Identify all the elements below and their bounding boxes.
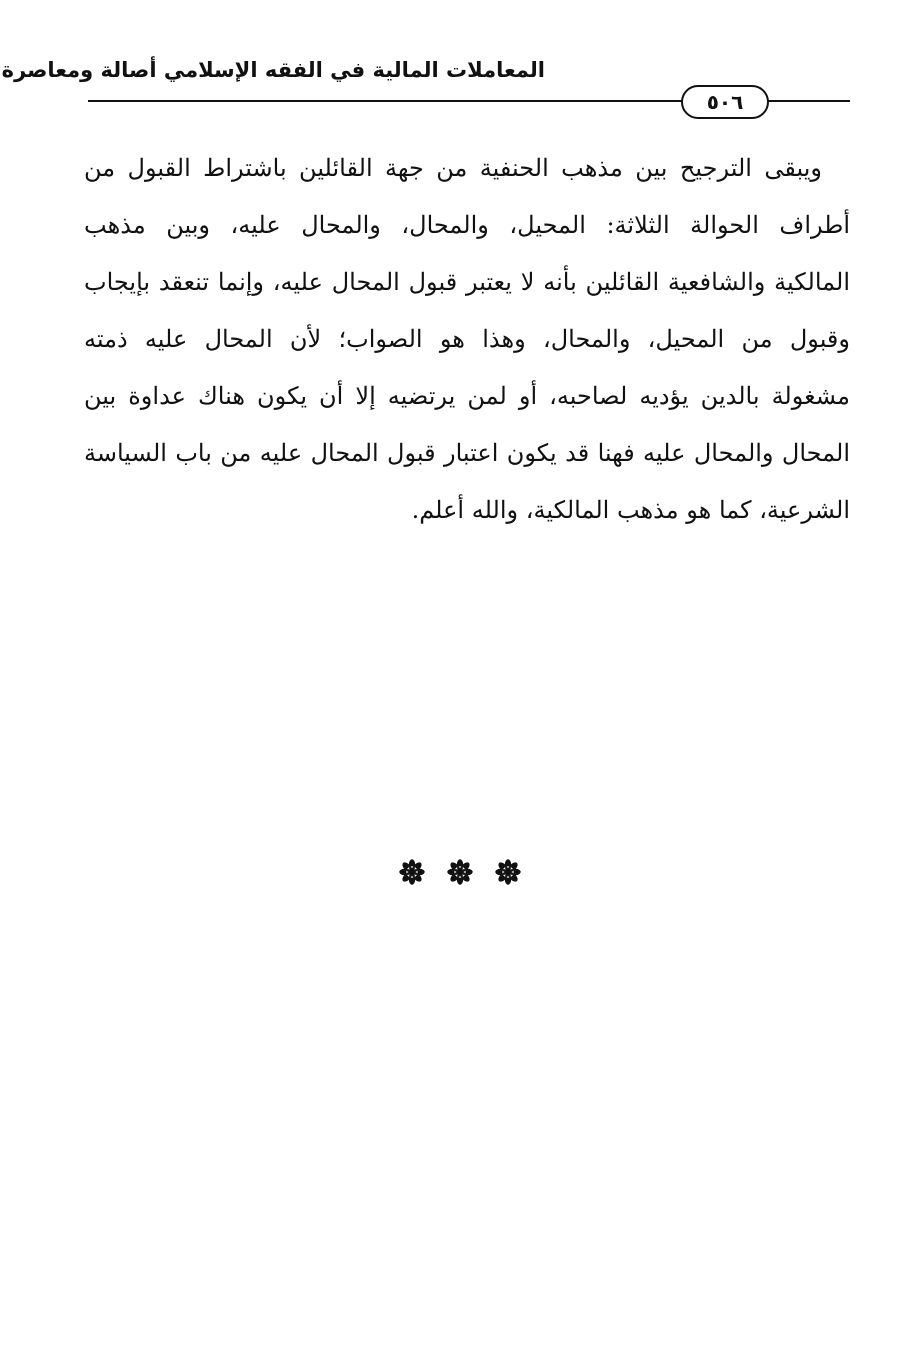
flower-ornament-icon <box>494 858 522 886</box>
page-number: ٥٠٦ <box>681 85 769 119</box>
body-paragraph <box>84 140 850 539</box>
paragraph-line: المالكية والشافعية القائلين بأنه لا يعتبر قبول المحال عليه، وإنما تنعقد بإيجاب <box>84 268 850 296</box>
paragraph-line: أطراف الحوالة الثلاثة: المحيل، والمحال، والمحال عليه، وبين مذهب <box>84 211 850 239</box>
paragraph-line: المحال والمحال عليه فهنا قد يكون اعتبار قبول المحال عليه من باب السياسة <box>84 439 850 467</box>
section-end-ornaments <box>0 858 920 886</box>
flower-ornament-icon <box>398 858 426 886</box>
flower-ornament-icon <box>446 858 474 886</box>
paragraph-line: ويبقى الترجيح بين مذهب الحنفية من جهة القائلين باشتراط القبول من <box>84 154 822 182</box>
paragraph-line: الشرعية، كما هو مذهب المالكية، والله أعلم. <box>411 496 850 524</box>
running-title: المعاملات المالية في الفقه الإسلامي أصالة ومعاصرة <box>1 58 545 82</box>
paragraph-line: وقبول من المحيل، والمحال، وهذا هو الصواب؛ لأن المحال عليه ذمته <box>84 325 850 353</box>
paragraph-line: مشغولة بالدين يؤديه لصاحبه، أو لمن يرتضيه إلا أن يكون هناك عداوة بين <box>84 382 850 410</box>
